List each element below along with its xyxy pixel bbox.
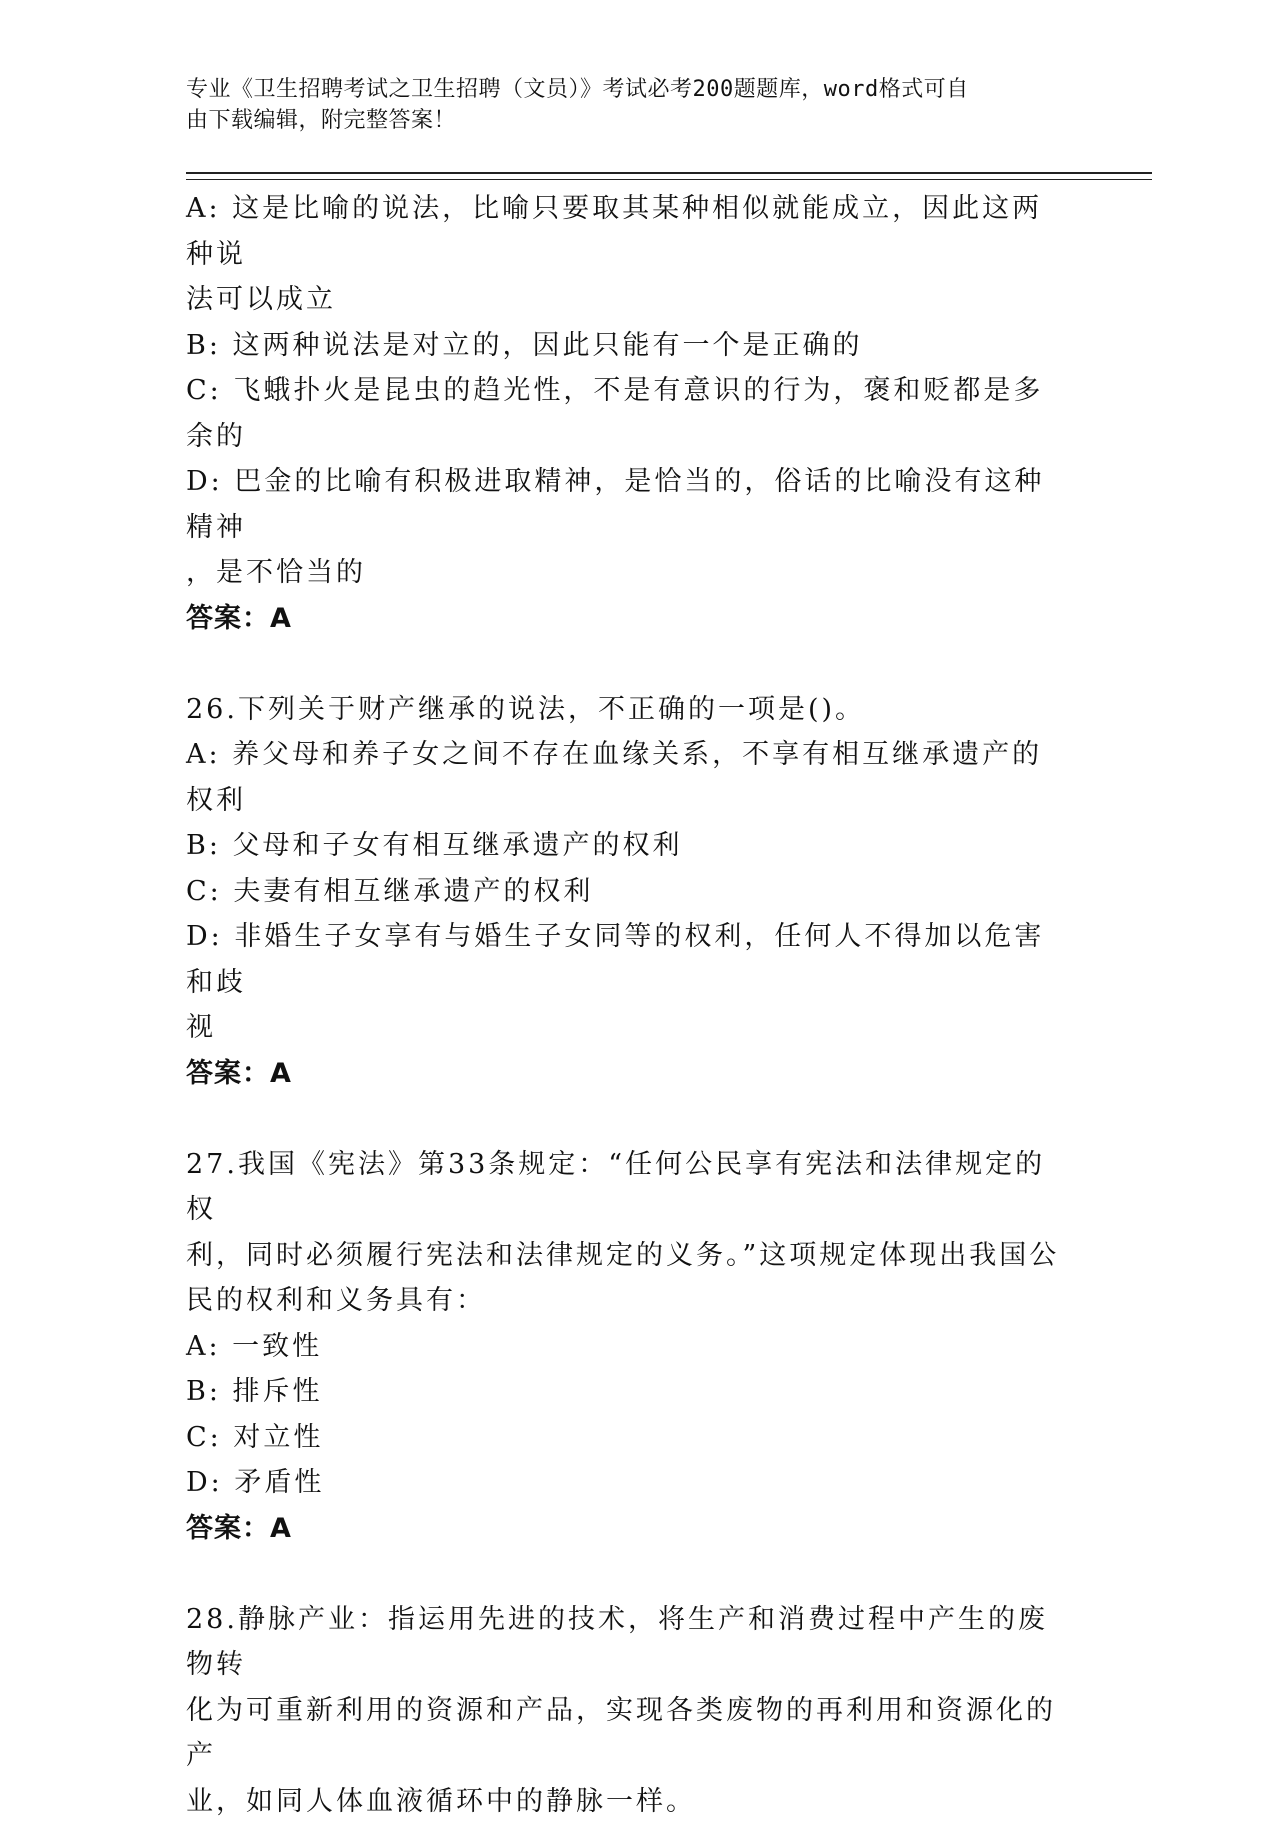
option-a: A: 一致性: [186, 1324, 1072, 1370]
answer: 答案：A: [186, 1506, 1072, 1552]
option-a-line-1: A: 这是比喻的说法，比喻只要取其某种相似就能成立，因此这两种说: [186, 186, 1072, 277]
header-divider-thin: [186, 179, 1152, 180]
question-stem-line-3: 业，如同人体血液循环中的静脉一样。: [186, 1779, 1072, 1824]
option-d-line-1: D: 非婚生子女享有与婚生子女同等的权利，任何人不得加以危害和歧: [186, 914, 1072, 1005]
question-stem-line-1: 27.我国《宪法》第33条规定：“任何公民享有宪法和法律规定的权: [186, 1142, 1072, 1233]
question-27-block: [186, 1142, 1072, 1552]
option-d-line-2: 视: [186, 1005, 1072, 1051]
header-line-1: 专业《卫生招聘考试之卫生招聘（文员）》考试必考200题题库，word格式可自: [186, 74, 1066, 105]
spacer: [186, 1096, 1072, 1142]
option-c: C: 夫妻有相互继承遗产的权利: [186, 869, 1072, 915]
option-c: C: 飞蛾扑火是昆虫的趋光性，不是有意识的行为，褒和贬都是多余的: [186, 368, 1072, 459]
question-stem-line-2: 化为可重新利用的资源和产品，实现各类废物的再利用和资源化的产: [186, 1688, 1072, 1779]
answer: 答案：A: [186, 1051, 1072, 1097]
question-26-block: [186, 687, 1072, 1097]
option-a-line-2: 法可以成立: [186, 277, 1072, 323]
option-b: B: 父母和子女有相互继承遗产的权利: [186, 823, 1072, 869]
option-c: C: 对立性: [186, 1415, 1072, 1461]
header-divider-thick: [186, 172, 1152, 174]
option-a: A: 养父母和养子女之间不存在血缘关系，不享有相互继承遗产的权利: [186, 732, 1072, 823]
document-body: [186, 186, 1072, 1824]
question-28-block: [186, 1597, 1072, 1824]
question-stem: 26.下列关于财产继承的说法，不正确的一项是()。: [186, 687, 1072, 733]
spacer: [186, 641, 1072, 687]
option-d: D: 矛盾性: [186, 1460, 1072, 1506]
option-d-line-2: ，是不恰当的: [186, 550, 1072, 596]
option-b: B: 这两种说法是对立的，因此只能有一个是正确的: [186, 323, 1072, 369]
question-stem-line-2: 利，同时必须履行宪法和法律规定的义务。”这项规定体现出我国公: [186, 1233, 1072, 1279]
option-d-line-1: D: 巴金的比喻有积极进取精神，是恰当的，俗话的比喻没有这种精神: [186, 459, 1072, 550]
answer: 答案：A: [186, 596, 1072, 642]
question-25-block: [186, 186, 1072, 641]
document-header: [186, 74, 1066, 136]
question-stem-line-1: 28.静脉产业：指运用先进的技术，将生产和消费过程中产生的废物转: [186, 1597, 1072, 1688]
header-line-2: 由下载编辑，附完整答案！: [186, 105, 1066, 136]
question-stem-line-3: 民的权利和义务具有：: [186, 1278, 1072, 1324]
spacer: [186, 1551, 1072, 1597]
option-b: B: 排斥性: [186, 1369, 1072, 1415]
